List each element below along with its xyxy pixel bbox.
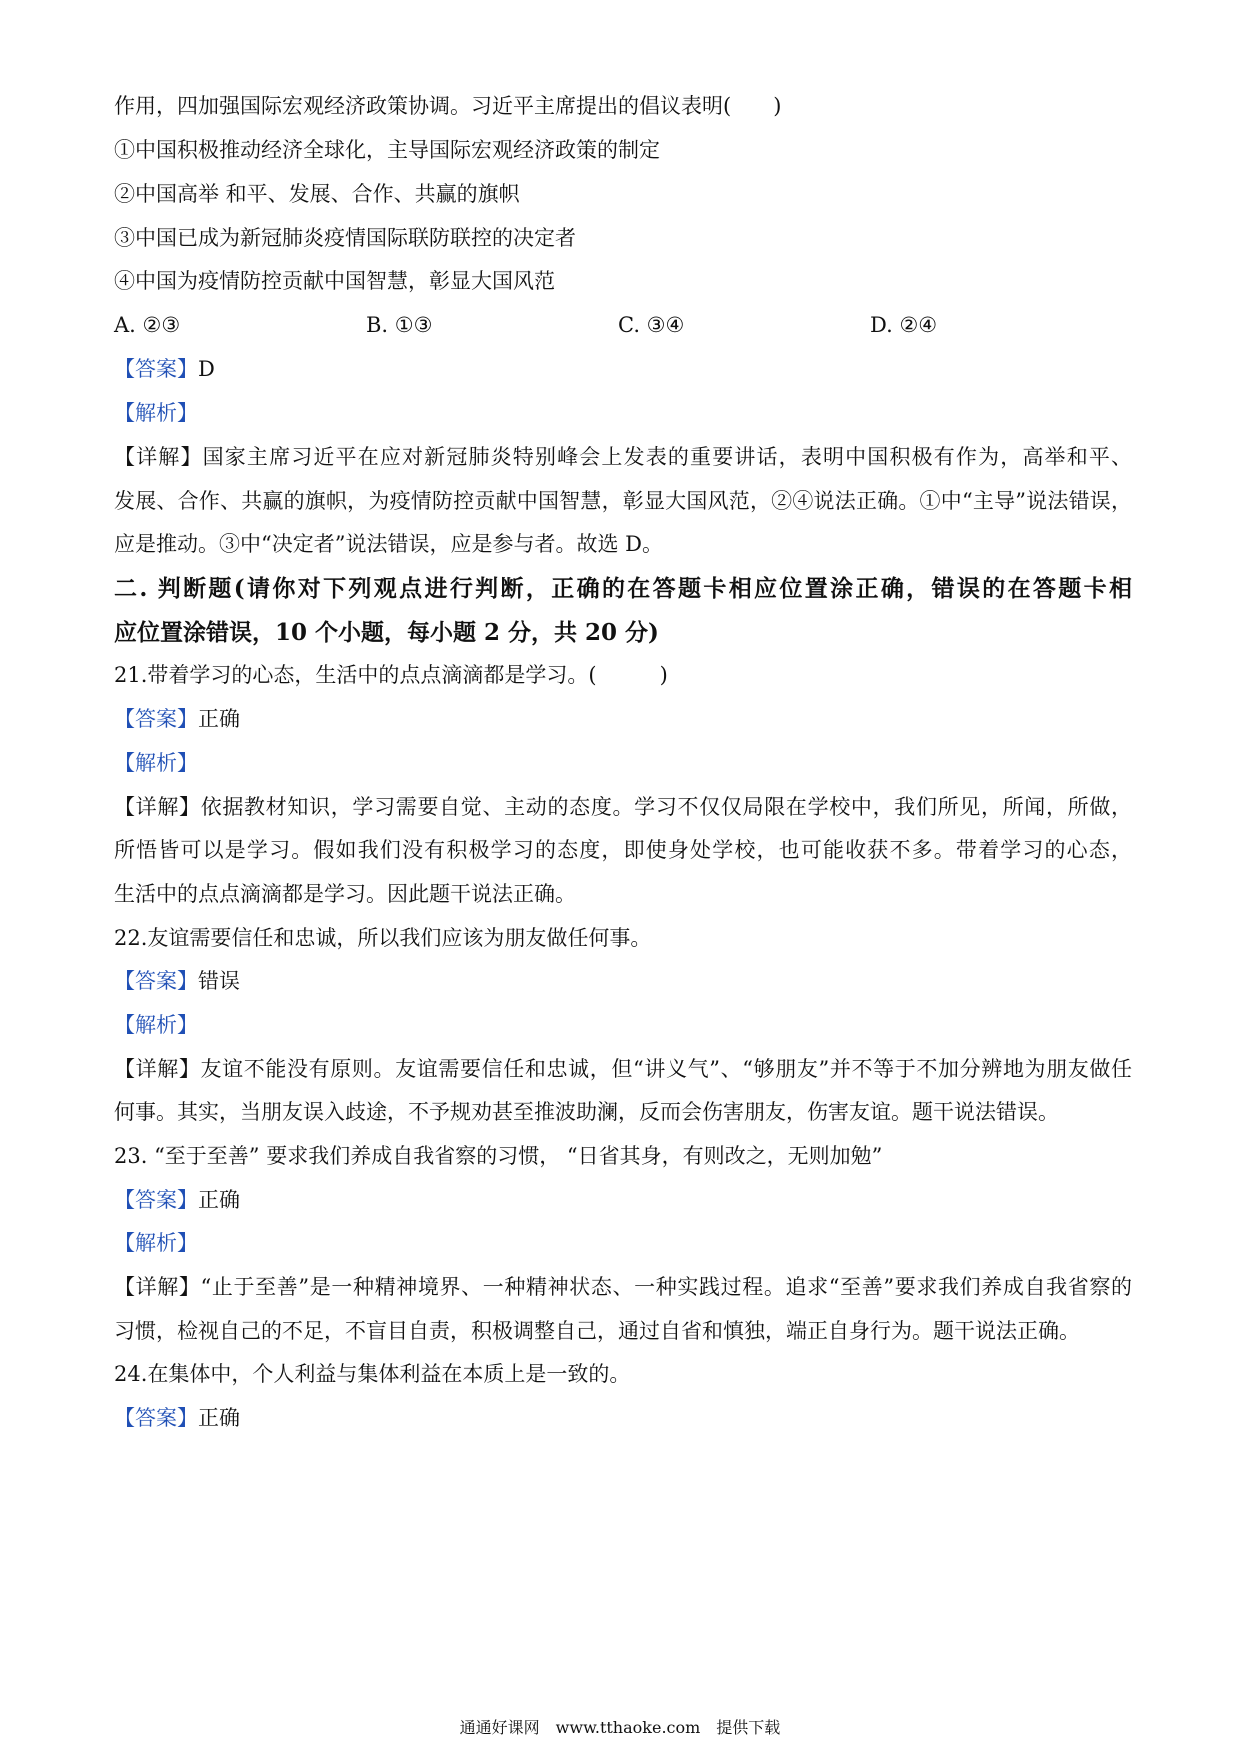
analysis-line-q21 [114, 749, 198, 777]
statement-2: ②中国高举 和平、发展、合作、共赢的旗帜 [114, 182, 520, 206]
detail-text: 依据教材知识，学习需要自觉、主动的态度。学习不仅仅局限在学校中，我们所见，所闻，所做， [200, 795, 1133, 819]
detail-line-q23-2: 习惯，检视自己的不足，不盲目自责，积极调整自己，通过自省和慎独，端正自身行为。题干说法正确。 [114, 1319, 1080, 1343]
analysis-line-q20 [114, 399, 198, 427]
detail-line-q20-2: 发展、合作、共赢的旗帜，为疫情防控贡献中国智慧，彰显大国风范，②④说法正确。①中“主导”说法错误， [114, 489, 1132, 513]
detail-text: 友谊不能没有原则。友谊需要信任和忠诚，但“讲义气”、“够朋友”并不等于不加分辨地为朋友做任 [200, 1057, 1132, 1081]
footer-source: 通通好课网 www.tthaoke.com 提供下载 [459, 1718, 781, 1737]
question-intro-line: 作用，四加强国际宏观经济政策协调。习近平主席提出的倡议表明( ) [114, 94, 782, 118]
analysis-line-q23 [114, 1229, 198, 1257]
detail-line-q21-3: 生活中的点点滴滴都是学习。因此题干说法正确。 [114, 882, 576, 906]
detail-line-q21-2: 所悟皆可以是学习。假如我们没有积极学习的态度，即使身处学校，也可能收获不多。带着学习的心态， [114, 838, 1132, 862]
section-heading-line-1: 二. 判断题(请你对下列观点进行判断，正确的在答题卡相应位置涂正确，错误的在答题卡相 [114, 575, 1132, 602]
detail-label: 【详解】 [114, 1057, 201, 1081]
option-c: C. ③④ [618, 313, 685, 337]
statement-4: ④中国为疫情防控贡献中国智慧，彰显大国风范 [114, 269, 555, 293]
answer-value: 正确 [198, 1406, 240, 1430]
detail-line-q22-1 [114, 1055, 1132, 1083]
answer-value: 正确 [198, 1188, 240, 1212]
detail-label: 【详解】 [114, 1275, 201, 1299]
section-heading-line-2: 应位置涂错误，10 个小题，每小题 2 分，共 20 分) [114, 619, 659, 646]
statement-1: ①中国积极推动经济全球化，主导国际宏观经济政策的制定 [114, 138, 660, 162]
detail-line-q21-1 [114, 793, 1132, 821]
question-22-stem: 22.友谊需要信任和忠诚，所以我们应该为朋友做任何事。 [114, 926, 652, 950]
answer-value: 错误 [198, 969, 240, 993]
question-24-stem: 24.在集体中，个人利益与集体利益在本质上是一致的。 [114, 1362, 631, 1386]
answer-line-q20 [114, 355, 215, 383]
analysis-line-q22 [114, 1011, 198, 1039]
answer-label: 【答案】 [114, 357, 198, 381]
detail-label: 【详解】 [114, 795, 201, 819]
answer-value: D [198, 357, 215, 381]
answer-line-q22 [114, 967, 240, 995]
answer-label: 【答案】 [114, 707, 198, 731]
question-21-stem: 21.带着学习的心态，生活中的点点滴滴都是学习。( ) [114, 663, 668, 687]
answer-line-q21 [114, 705, 240, 733]
answer-value: 正确 [198, 707, 240, 731]
detail-text: 国家主席习近平在应对新冠肺炎特别峰会上发表的重要讲话，表明中国积极有作为，高举和平、 [202, 445, 1132, 469]
answer-label: 【答案】 [114, 1406, 198, 1430]
detail-line-q20-3: 应是推动。③中“决定者”说法错误，应是参与者。故选 D。 [114, 532, 663, 556]
detail-line-q23-1 [114, 1273, 1132, 1301]
answer-line-q23 [114, 1186, 240, 1214]
analysis-label: 【解析】 [114, 401, 198, 425]
answer-label: 【答案】 [114, 1188, 198, 1212]
detail-label: 【详解】 [114, 445, 203, 469]
option-a: A. ②③ [114, 313, 181, 337]
statement-3: ③中国已成为新冠肺炎疫情国际联防联控的决定者 [114, 226, 576, 250]
option-d: D. ②④ [870, 313, 938, 337]
detail-line-q22-2: 何事。其实，当朋友误入歧途，不予规劝甚至推波助澜，反而会伤害朋友，伤害友谊。题干说法错误。 [114, 1100, 1059, 1124]
analysis-label: 【解析】 [114, 1231, 198, 1255]
detail-text: “止于至善”是一种精神境界、一种精神状态、一种实践过程。追求“至善”要求我们养成自我省察的 [200, 1275, 1132, 1299]
detail-line-q20-1 [114, 443, 1132, 471]
answer-line-q24 [114, 1404, 240, 1432]
analysis-label: 【解析】 [114, 751, 198, 775]
analysis-label: 【解析】 [114, 1013, 198, 1037]
question-23-stem: 23. “至于至善” 要求我们养成自我省察的习惯， “日省其身，有则改之，无则加勉” [114, 1144, 883, 1168]
option-b: B. ①③ [366, 313, 433, 337]
answer-label: 【答案】 [114, 969, 198, 993]
